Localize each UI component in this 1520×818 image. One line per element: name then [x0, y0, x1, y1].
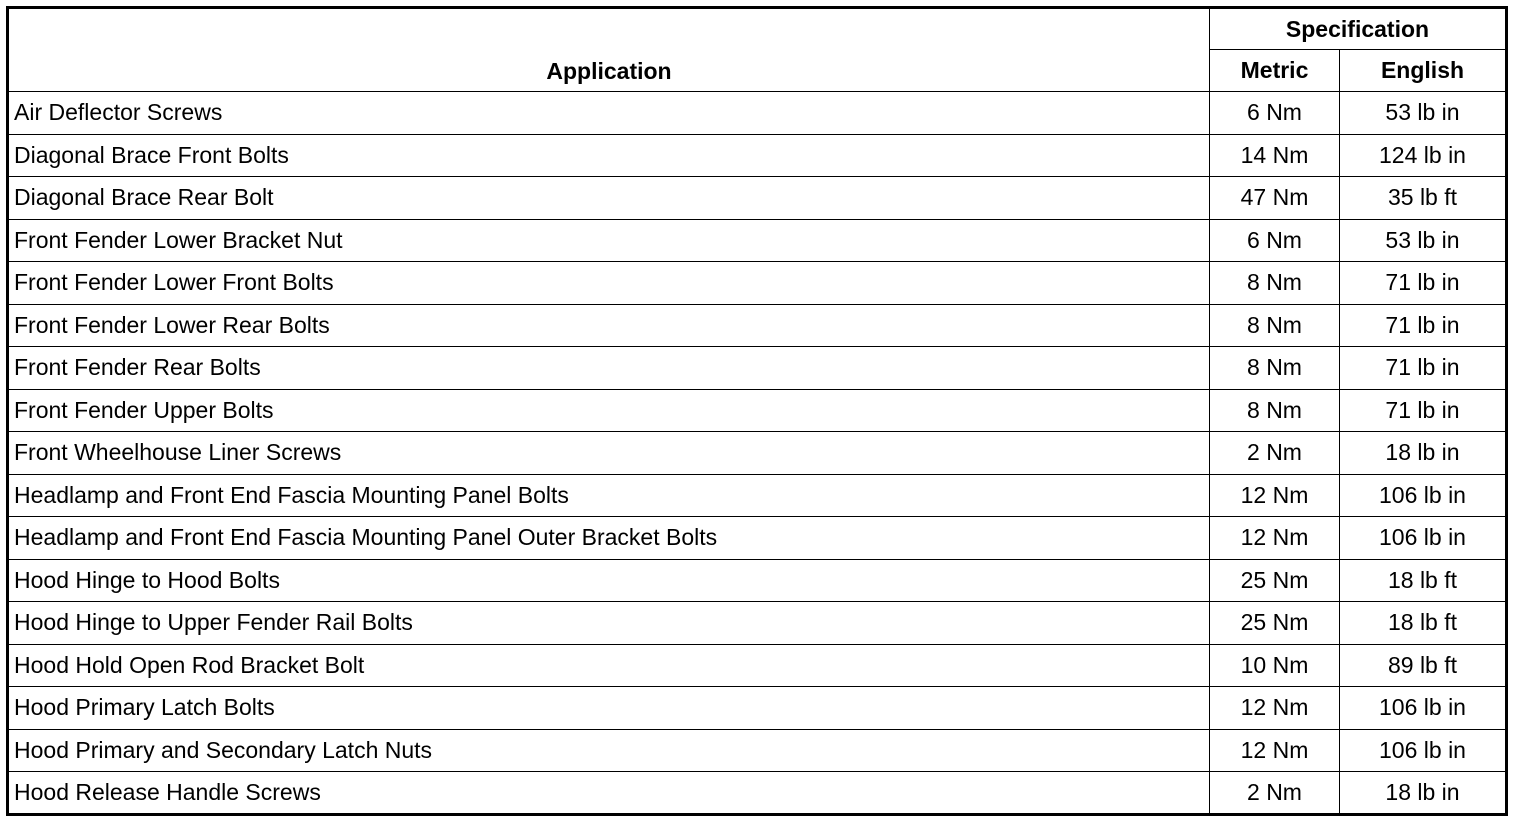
metric-cell: 8 Nm: [1210, 347, 1340, 390]
application-column-header: Application: [8, 8, 1210, 92]
table-row: [8, 134, 1507, 177]
table-row: [8, 219, 1507, 262]
english-cell: 89 lb ft: [1340, 644, 1507, 687]
table-row: [8, 92, 1507, 135]
table-row: [8, 347, 1507, 390]
table-row: [8, 432, 1507, 475]
metric-cell: 47 Nm: [1210, 177, 1340, 220]
application-cell: Front Fender Rear Bolts: [8, 347, 1210, 390]
application-cell: Diagonal Brace Front Bolts: [8, 134, 1210, 177]
english-cell: 71 lb in: [1340, 389, 1507, 432]
english-cell: 124 lb in: [1340, 134, 1507, 177]
header-row-top: [8, 8, 1507, 50]
metric-cell: 14 Nm: [1210, 134, 1340, 177]
metric-cell: 6 Nm: [1210, 219, 1340, 262]
english-cell: 106 lb in: [1340, 729, 1507, 772]
metric-cell: 6 Nm: [1210, 92, 1340, 135]
table-row: [8, 177, 1507, 220]
specification-column-header: Specification: [1210, 8, 1507, 50]
table-row: [8, 474, 1507, 517]
application-cell: Headlamp and Front End Fascia Mounting Panel Outer Bracket Bolts: [8, 517, 1210, 560]
table-body: [8, 92, 1507, 815]
application-cell: Hood Hinge to Upper Fender Rail Bolts: [8, 602, 1210, 645]
application-cell: Front Fender Upper Bolts: [8, 389, 1210, 432]
english-cell: 18 lb ft: [1340, 559, 1507, 602]
application-cell: Headlamp and Front End Fascia Mounting Panel Bolts: [8, 474, 1210, 517]
metric-cell: 12 Nm: [1210, 474, 1340, 517]
table-row: [8, 559, 1507, 602]
english-cell: 35 lb ft: [1340, 177, 1507, 220]
metric-cell: 12 Nm: [1210, 729, 1340, 772]
application-cell: Front Fender Lower Rear Bolts: [8, 304, 1210, 347]
application-cell: Hood Hold Open Rod Bracket Bolt: [8, 644, 1210, 687]
application-cell: Hood Release Handle Screws: [8, 772, 1210, 815]
fastener-specification-table: [6, 6, 1508, 816]
metric-cell: 2 Nm: [1210, 772, 1340, 815]
application-cell: Hood Primary and Secondary Latch Nuts: [8, 729, 1210, 772]
table-header: [8, 8, 1507, 92]
english-cell: 106 lb in: [1340, 687, 1507, 730]
english-cell: 18 lb in: [1340, 772, 1507, 815]
metric-cell: 8 Nm: [1210, 304, 1340, 347]
metric-cell: 25 Nm: [1210, 602, 1340, 645]
application-cell: Hood Hinge to Hood Bolts: [8, 559, 1210, 602]
english-cell: 18 lb in: [1340, 432, 1507, 475]
metric-cell: 12 Nm: [1210, 517, 1340, 560]
metric-column-header: Metric: [1210, 50, 1340, 92]
metric-cell: 10 Nm: [1210, 644, 1340, 687]
application-cell: Diagonal Brace Rear Bolt: [8, 177, 1210, 220]
english-cell: 18 lb ft: [1340, 602, 1507, 645]
english-cell: 53 lb in: [1340, 92, 1507, 135]
table-row: [8, 729, 1507, 772]
metric-cell: 8 Nm: [1210, 389, 1340, 432]
application-cell: Air Deflector Screws: [8, 92, 1210, 135]
english-cell: 106 lb in: [1340, 517, 1507, 560]
english-cell: 106 lb in: [1340, 474, 1507, 517]
table-row: [8, 304, 1507, 347]
application-cell: Front Fender Lower Front Bolts: [8, 262, 1210, 305]
table-row: [8, 687, 1507, 730]
table-row: [8, 602, 1507, 645]
application-cell: Hood Primary Latch Bolts: [8, 687, 1210, 730]
english-cell: 71 lb in: [1340, 304, 1507, 347]
english-cell: 71 lb in: [1340, 347, 1507, 390]
english-column-header: English: [1340, 50, 1507, 92]
metric-cell: 25 Nm: [1210, 559, 1340, 602]
metric-cell: 12 Nm: [1210, 687, 1340, 730]
application-cell: Front Fender Lower Bracket Nut: [8, 219, 1210, 262]
application-cell: Front Wheelhouse Liner Screws: [8, 432, 1210, 475]
table-row: [8, 262, 1507, 305]
metric-cell: 8 Nm: [1210, 262, 1340, 305]
metric-cell: 2 Nm: [1210, 432, 1340, 475]
table-row: [8, 389, 1507, 432]
english-cell: 53 lb in: [1340, 219, 1507, 262]
table-row: [8, 772, 1507, 815]
english-cell: 71 lb in: [1340, 262, 1507, 305]
table-row: [8, 644, 1507, 687]
table-row: [8, 517, 1507, 560]
